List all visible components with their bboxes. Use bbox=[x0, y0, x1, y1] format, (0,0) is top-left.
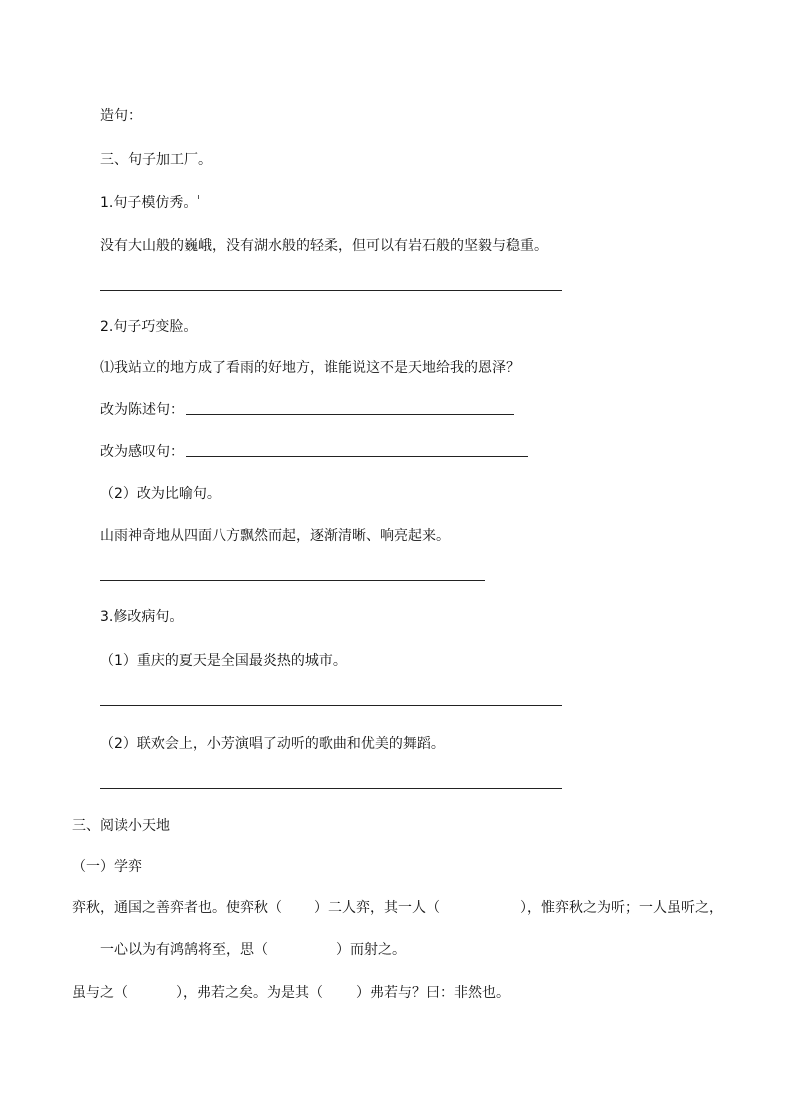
exclamation-answer-line[interactable] bbox=[186, 456, 528, 457]
question-3-2-sentence: （2）联欢会上，小芳演唱了动听的歌曲和优美的舞蹈。 bbox=[100, 736, 445, 752]
question-1-title: 1.句子模仿秀。 bbox=[100, 195, 198, 211]
stray-mark bbox=[198, 195, 199, 199]
passage-text: 虽与之（ bbox=[72, 985, 128, 1001]
correction-2-answer-line[interactable] bbox=[100, 788, 562, 789]
question-3-1-sentence: （1）重庆的夏天是全国最炎热的城市。 bbox=[100, 653, 347, 669]
section-heading-sentence-factory: 三、句子加工厂。 bbox=[100, 152, 212, 168]
passage-text: ）二人弈，其一人（ bbox=[314, 900, 440, 916]
passage-text: 弈秋，通国之善弈者也。使弈秋（ bbox=[72, 900, 282, 916]
question-2-2-sentence: 山雨神奇地从四面八方飘然而起，逐渐清晰、响亮起来。 bbox=[100, 528, 450, 544]
passage-text: ），惟弈秋之为听；一人虽听之， bbox=[520, 900, 723, 916]
answer-line[interactable] bbox=[100, 290, 562, 291]
question-2-1-sentence: ⑴我站立的地方成了看雨的好地方，谁能说这不是天地给我的恩泽？ bbox=[100, 360, 520, 376]
passage-title: （一）学弈 bbox=[72, 859, 142, 875]
simile-answer-line[interactable] bbox=[100, 580, 485, 581]
question-2-title: 2.句子巧变脸。 bbox=[100, 319, 198, 335]
question-2-2-title: （2）改为比喻句。 bbox=[100, 486, 221, 502]
zaoju-label: 造句： bbox=[100, 108, 142, 124]
passage-text: ）弗若与？曰：非然也。 bbox=[356, 985, 510, 1001]
passage-text: ），弗若之矣。为是其（ bbox=[176, 985, 323, 1001]
passage-text: ）而射之。 bbox=[336, 942, 406, 958]
statement-answer-line[interactable] bbox=[186, 414, 514, 415]
question-3-title: 3.修改病句。 bbox=[100, 609, 184, 625]
statement-label: 改为陈述句： bbox=[100, 402, 184, 418]
question-1-model-sentence: 没有大山般的巍峨，没有湖水般的轻柔，但可以有岩石般的坚毅与稳重。 bbox=[100, 238, 548, 254]
reading-section-heading: 三、阅读小天地 bbox=[72, 818, 170, 834]
correction-1-answer-line[interactable] bbox=[100, 705, 562, 706]
passage-text: 一心以为有鸿鹄将至，思（ bbox=[100, 942, 268, 958]
exclamation-label: 改为感叹句： bbox=[100, 444, 184, 460]
